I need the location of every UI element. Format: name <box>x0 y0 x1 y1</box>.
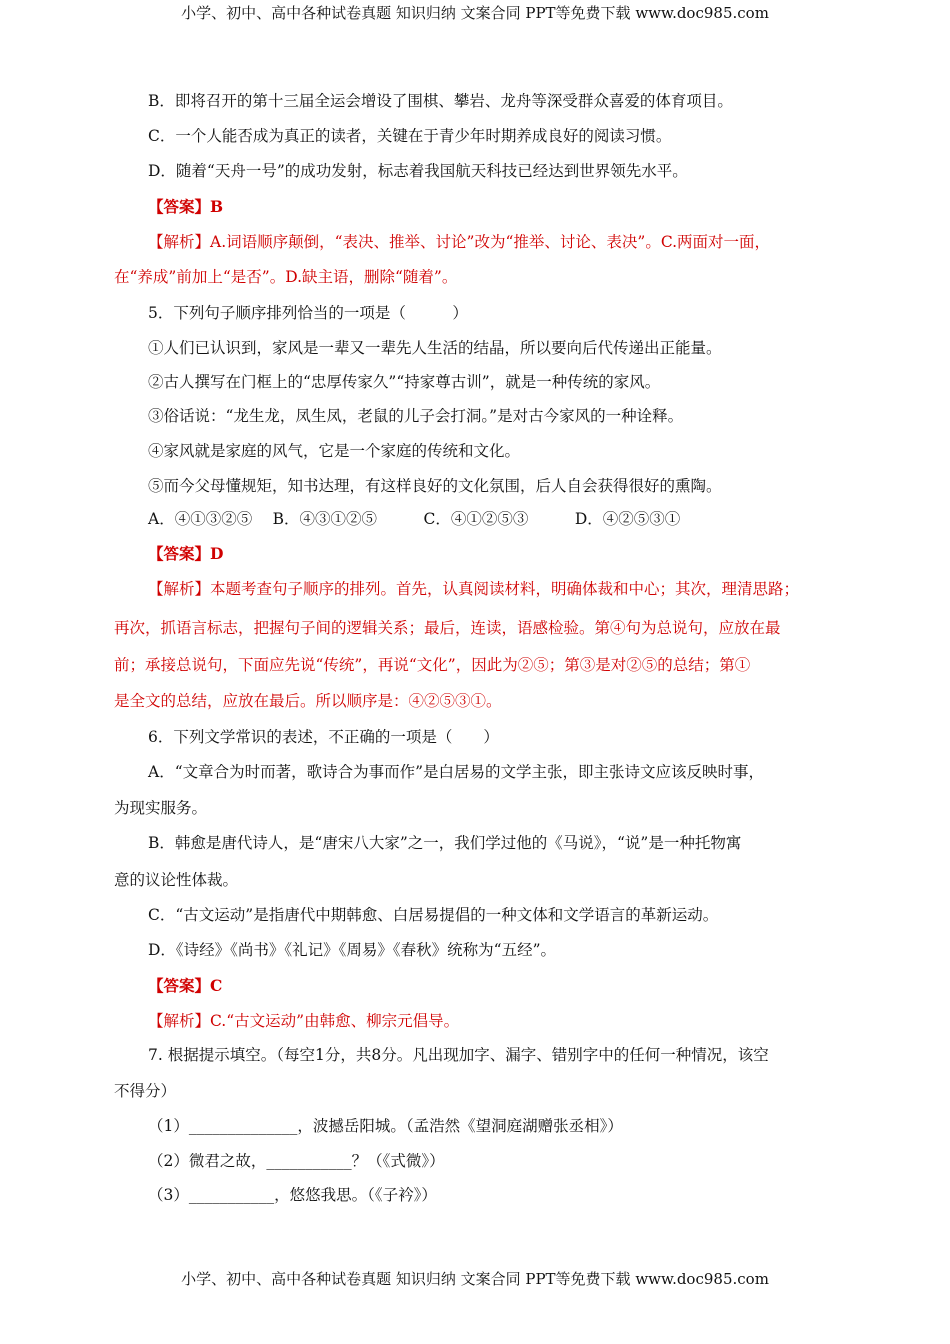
analysis-q4-line2: 在“养成”前加上“是否”。D.缺主语，删除“随着”。 <box>114 268 458 286</box>
answer-q4: 【答案】B <box>148 197 224 216</box>
option-a-q6-line1: A．“文章合为时而著，歌诗合为事而作”是白居易的文学主张，即主张诗文应该反映时事， <box>148 763 765 781</box>
question-6: 6．下列文学常识的表述，不正确的一项是（ ） <box>148 728 499 746</box>
option-b-q4: B．即将召开的第十三届全运会增设了围棋、攀岩、龙舟等深受群众喜爱的体育项目。 <box>148 92 733 110</box>
analysis-q4-line1: 【解析】A.词语顺序颠倒，“表决、推举、讨论”改为“推举、讨论、表决”。C.两面对一面， <box>148 233 771 251</box>
question-7-line1: 7. 根据提示填空。（每空1分，共8分。凡出现加字、漏字、错别字中的任何一种情况，该空 <box>148 1046 769 1064</box>
sentence-2: ②古人撰写在门框上的“忠厚传家久”“持家尊古训”，就是一种传统的家风。 <box>148 373 661 391</box>
sentence-1: ①人们已认识到，家风是一辈又一辈先人生活的结晶，所以要向后代传递出正能量。 <box>148 339 722 357</box>
analysis-q6: 【解析】C.“古文运动”由韩愈、柳宗元倡导。 <box>148 1012 460 1030</box>
analysis-q5-line4: 是全文的总结，应放在最后。所以顺序是：④②⑤③①。 <box>114 692 502 710</box>
page-footer: 小学、初中、高中各种试卷真题 知识归纳 文案合同 PPT等免费下载 www.doc985.com <box>181 1270 769 1288</box>
page-header: 小学、初中、高中各种试卷真题 知识归纳 文案合同 PPT等免费下载 www.doc985.com <box>181 4 769 22</box>
options-q5: A．④①③②⑤ B．④③①②⑤ C．④①②⑤③ D．④②⑤③① <box>148 510 681 528</box>
answer-q5: 【答案】D <box>148 544 224 563</box>
sentence-3: ③俗话说：“龙生龙，凤生凤，老鼠的儿子会打洞。”是对古今家风的一种诠释。 <box>148 407 684 425</box>
option-d-q6: D．《诗经》《尚书》《礼记》《周易》《春秋》统称为“五经”。 <box>148 941 557 959</box>
fill-blank-2: （2）微君之故，___________？（《式微》） <box>148 1152 445 1170</box>
option-b-q6-line2: 意的议论性体裁。 <box>114 871 239 889</box>
sentence-4: ④家风就是家庭的风气，它是一个家庭的传统和文化。 <box>148 442 521 460</box>
fill-blank-1: （1）______________，波撼岳阳城。（孟浩然《望洞庭湖赠张丞相》） <box>148 1117 623 1135</box>
analysis-q5-line1: 【解析】本题考查句子顺序的排列。首先，认真阅读材料，明确体裁和中心；其次，理清思路； <box>148 580 800 598</box>
question-5: 5．下列句子顺序排列恰当的一项是（ ） <box>148 304 468 322</box>
analysis-q5-line3: 前；承接总说句，下面应先说“传统”，再说“文化”，因此为②⑤；第③是对②⑤的总结；第① <box>114 656 751 674</box>
question-7-line2: 不得分） <box>114 1082 177 1100</box>
option-c-q4: C．一个人能否成为真正的读者，关键在于青少年时期养成良好的阅读习惯。 <box>148 127 672 145</box>
fill-blank-3: （3）___________，悠悠我思。（《子衿》） <box>148 1186 437 1204</box>
option-d-q4: D．随着“天舟一号”的成功发射，标志着我国航天科技已经达到世界领先水平。 <box>148 162 688 180</box>
sentence-5: ⑤而今父母懂规矩，知书达理，有这样良好的文化氛围，后人自会获得很好的熏陶。 <box>148 477 722 495</box>
option-b-q6-line1: B．韩愈是唐代诗人，是“唐宋八大家”之一，我们学过他的《马说》，“说”是一种托物寓 <box>148 834 742 852</box>
option-c-q6: C．“古文运动”是指唐代中期韩愈、白居易提倡的一种文体和文学语言的革新运动。 <box>148 906 719 924</box>
option-a-q6-line2: 为现实服务。 <box>114 799 208 817</box>
analysis-q5-line2: 再次，抓语言标志，把握句子间的逻辑关系；最后，连读，语感检验。第④句为总说句，应放在最 <box>114 619 781 637</box>
answer-q6: 【答案】C <box>148 976 223 995</box>
